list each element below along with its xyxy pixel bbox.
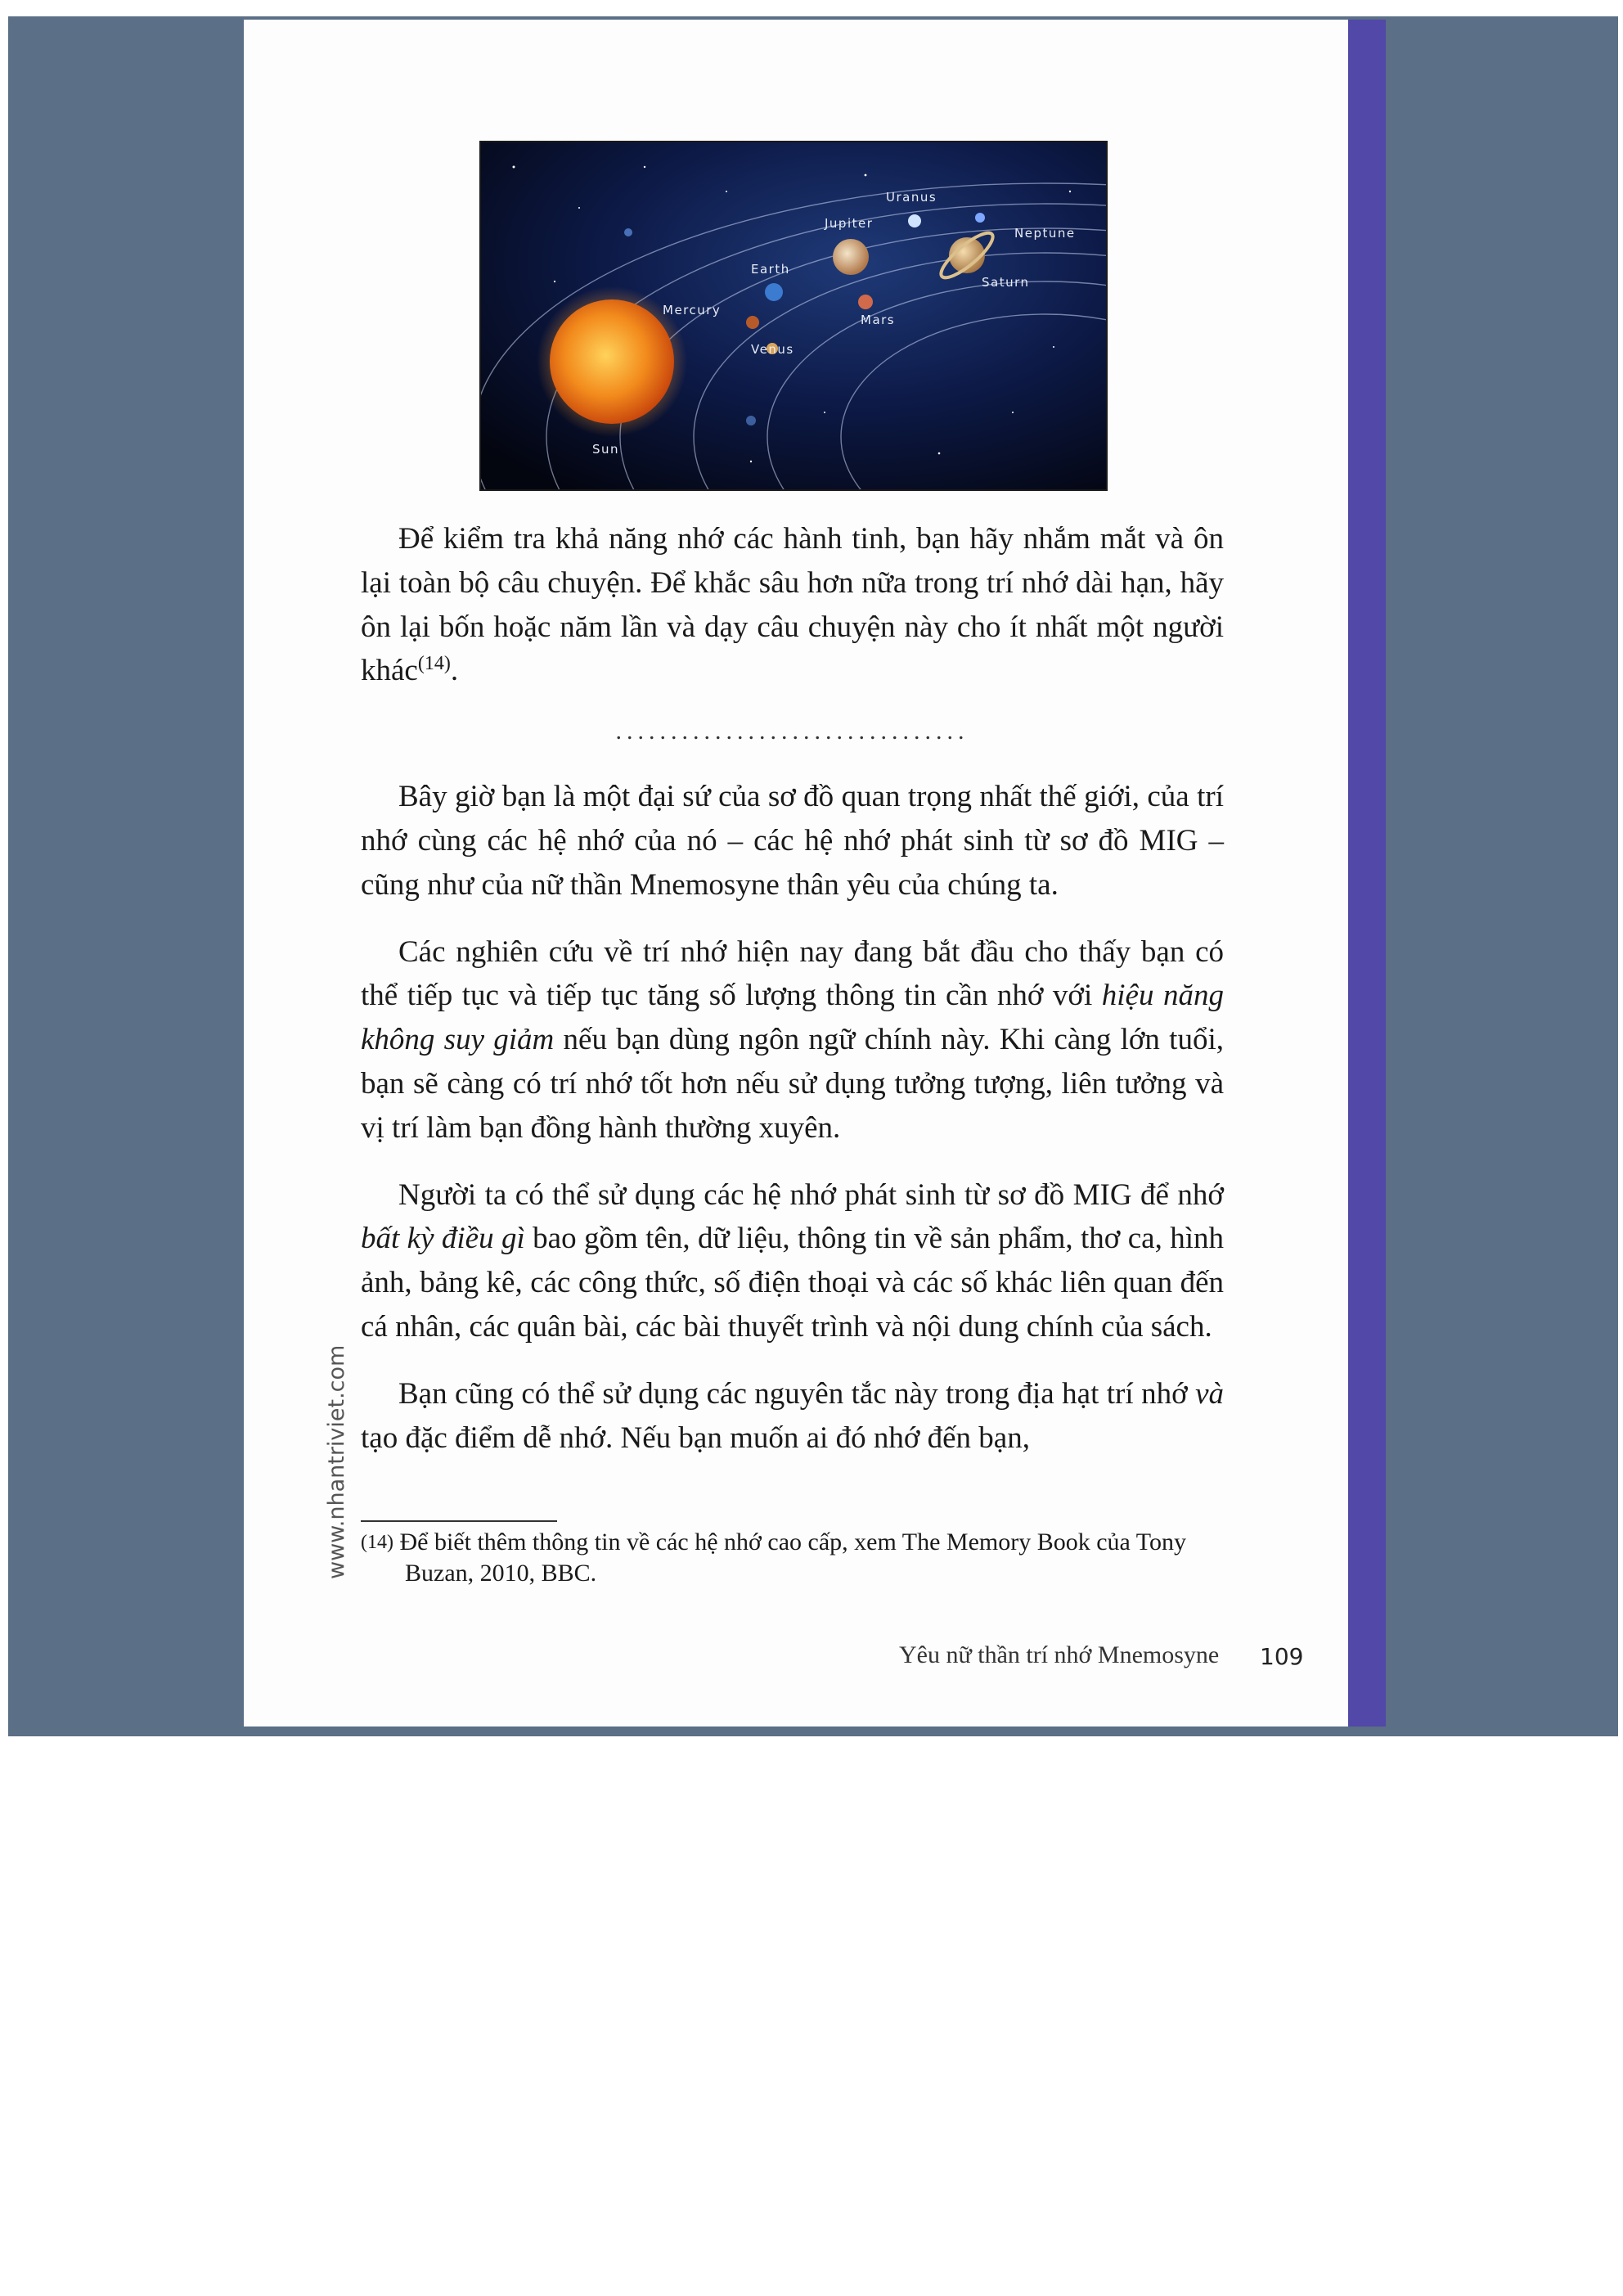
paragraph-5-text-a: Bạn cũng có thể sử dụng các nguyên tắc này trong địa hạt trí nhớ (398, 1376, 1196, 1411)
watermark-url: www.nhantriviet.com (324, 1344, 349, 1579)
paragraph-5-emphasis: và (1195, 1376, 1224, 1411)
planet-neptune (975, 213, 985, 223)
footnote-text-line1: Để biết thêm thông tin về các hệ nhớ cao cấp, xem The Memory Book của Tony (393, 1528, 1187, 1555)
planet-jupiter (833, 239, 869, 275)
footnote-ref: (14) (417, 653, 451, 675)
paragraph-3-text-b: nếu bạn dùng ngôn ngữ chính này. Khi càng lớn tuổi, bạn sẽ càng có trí nhớ tốt hơn nếu sử dụng tưởng tượng, liên tưởng và vị trí làm bạn đồng hành thường xuyên. (361, 1023, 1224, 1145)
label-neptune: Neptune (1014, 226, 1076, 241)
paragraph-5 (361, 1372, 1224, 1461)
planet-uranus (908, 214, 921, 227)
label-saturn: Saturn (982, 275, 1030, 290)
sun (550, 299, 674, 424)
paragraph-3-text-a: Các nghiên cứu về trí nhớ hiện nay đang bắt đầu cho thấy bạn có thể tiếp tục và tiếp tục tăng số lượng thông tin cần nhớ với (361, 934, 1224, 1013)
body-text (361, 517, 1224, 1460)
label-mercury: Mercury (663, 303, 722, 317)
paragraph-4-text-a: Người ta có thể sử dụng các hệ nhớ phát sinh từ sơ đồ MIG để nhớ (398, 1177, 1224, 1212)
footnote-text-line2: Buzan, 2010, BBC. (405, 1560, 597, 1587)
paragraph-5-text-b: tạo đặc điểm dễ nhớ. Nếu bạn muốn ai đó nhớ đến bạn, (361, 1420, 1030, 1455)
paragraph-1 (361, 517, 1224, 693)
paragraph-1-end: . (450, 654, 459, 688)
planet-mercury (746, 316, 759, 329)
label-earth: Earth (751, 262, 790, 277)
paragraph-4-text-b: bao gồm tên, dữ liệu, thông tin về sản phẩm, thơ ca, hình ảnh, bảng kê, các công thức, số điện thoại và các số khác liên quan đến cá nhân, các quân bài, các bài thuyết trình và nội dung chính của sách. (361, 1222, 1225, 1344)
label-mars: Mars (861, 313, 896, 327)
label-sun: Sun (592, 442, 620, 457)
paragraph-4-emphasis: bất kỳ điều gì (361, 1222, 525, 1256)
footnote-rule (361, 1520, 557, 1522)
planet-mars (858, 295, 873, 309)
page-number: 109 (1260, 1643, 1304, 1670)
footnote (361, 1527, 1220, 1589)
paragraph-3 (361, 930, 1224, 1150)
label-jupiter: Jupiter (825, 216, 874, 231)
planet-earth (765, 283, 783, 301)
footnote-number: (14) (361, 1532, 393, 1553)
solar-system-image (479, 141, 1108, 491)
section-separator: ................................ (615, 718, 969, 745)
label-uranus: Uranus (886, 190, 937, 205)
running-head: Yêu nữ thần trí nhớ Mnemosyne (899, 1641, 1220, 1668)
paragraph-2: Bây giờ bạn là một đại sứ của sơ đồ quan trọng nhất thế giới, của trí nhớ cùng các hệ nhớ của nó – các hệ nhớ phát sinh từ sơ đồ MIG – cũng như của nữ thần Mnemosyne thân yêu của chúng ta. (361, 780, 1224, 902)
paragraph-4 (361, 1173, 1224, 1349)
book-spine-edge (1348, 20, 1386, 1727)
paragraph-3-emphasis: hiệu năng không suy giảm (361, 979, 1224, 1057)
label-venus: Venus (751, 342, 794, 357)
paragraph-1-text: Để kiểm tra khả năng nhớ các hành tinh, bạn hãy nhắm mắt và ôn lại toàn bộ câu chuyện. Để khắc sâu hơn nữa trong trí nhớ dài hạn, hãy ôn lại bốn hoặc năm lần và dạy câu chuyện này cho ít nhất một người khác (361, 522, 1224, 688)
solar-system-illustration (481, 142, 1106, 489)
